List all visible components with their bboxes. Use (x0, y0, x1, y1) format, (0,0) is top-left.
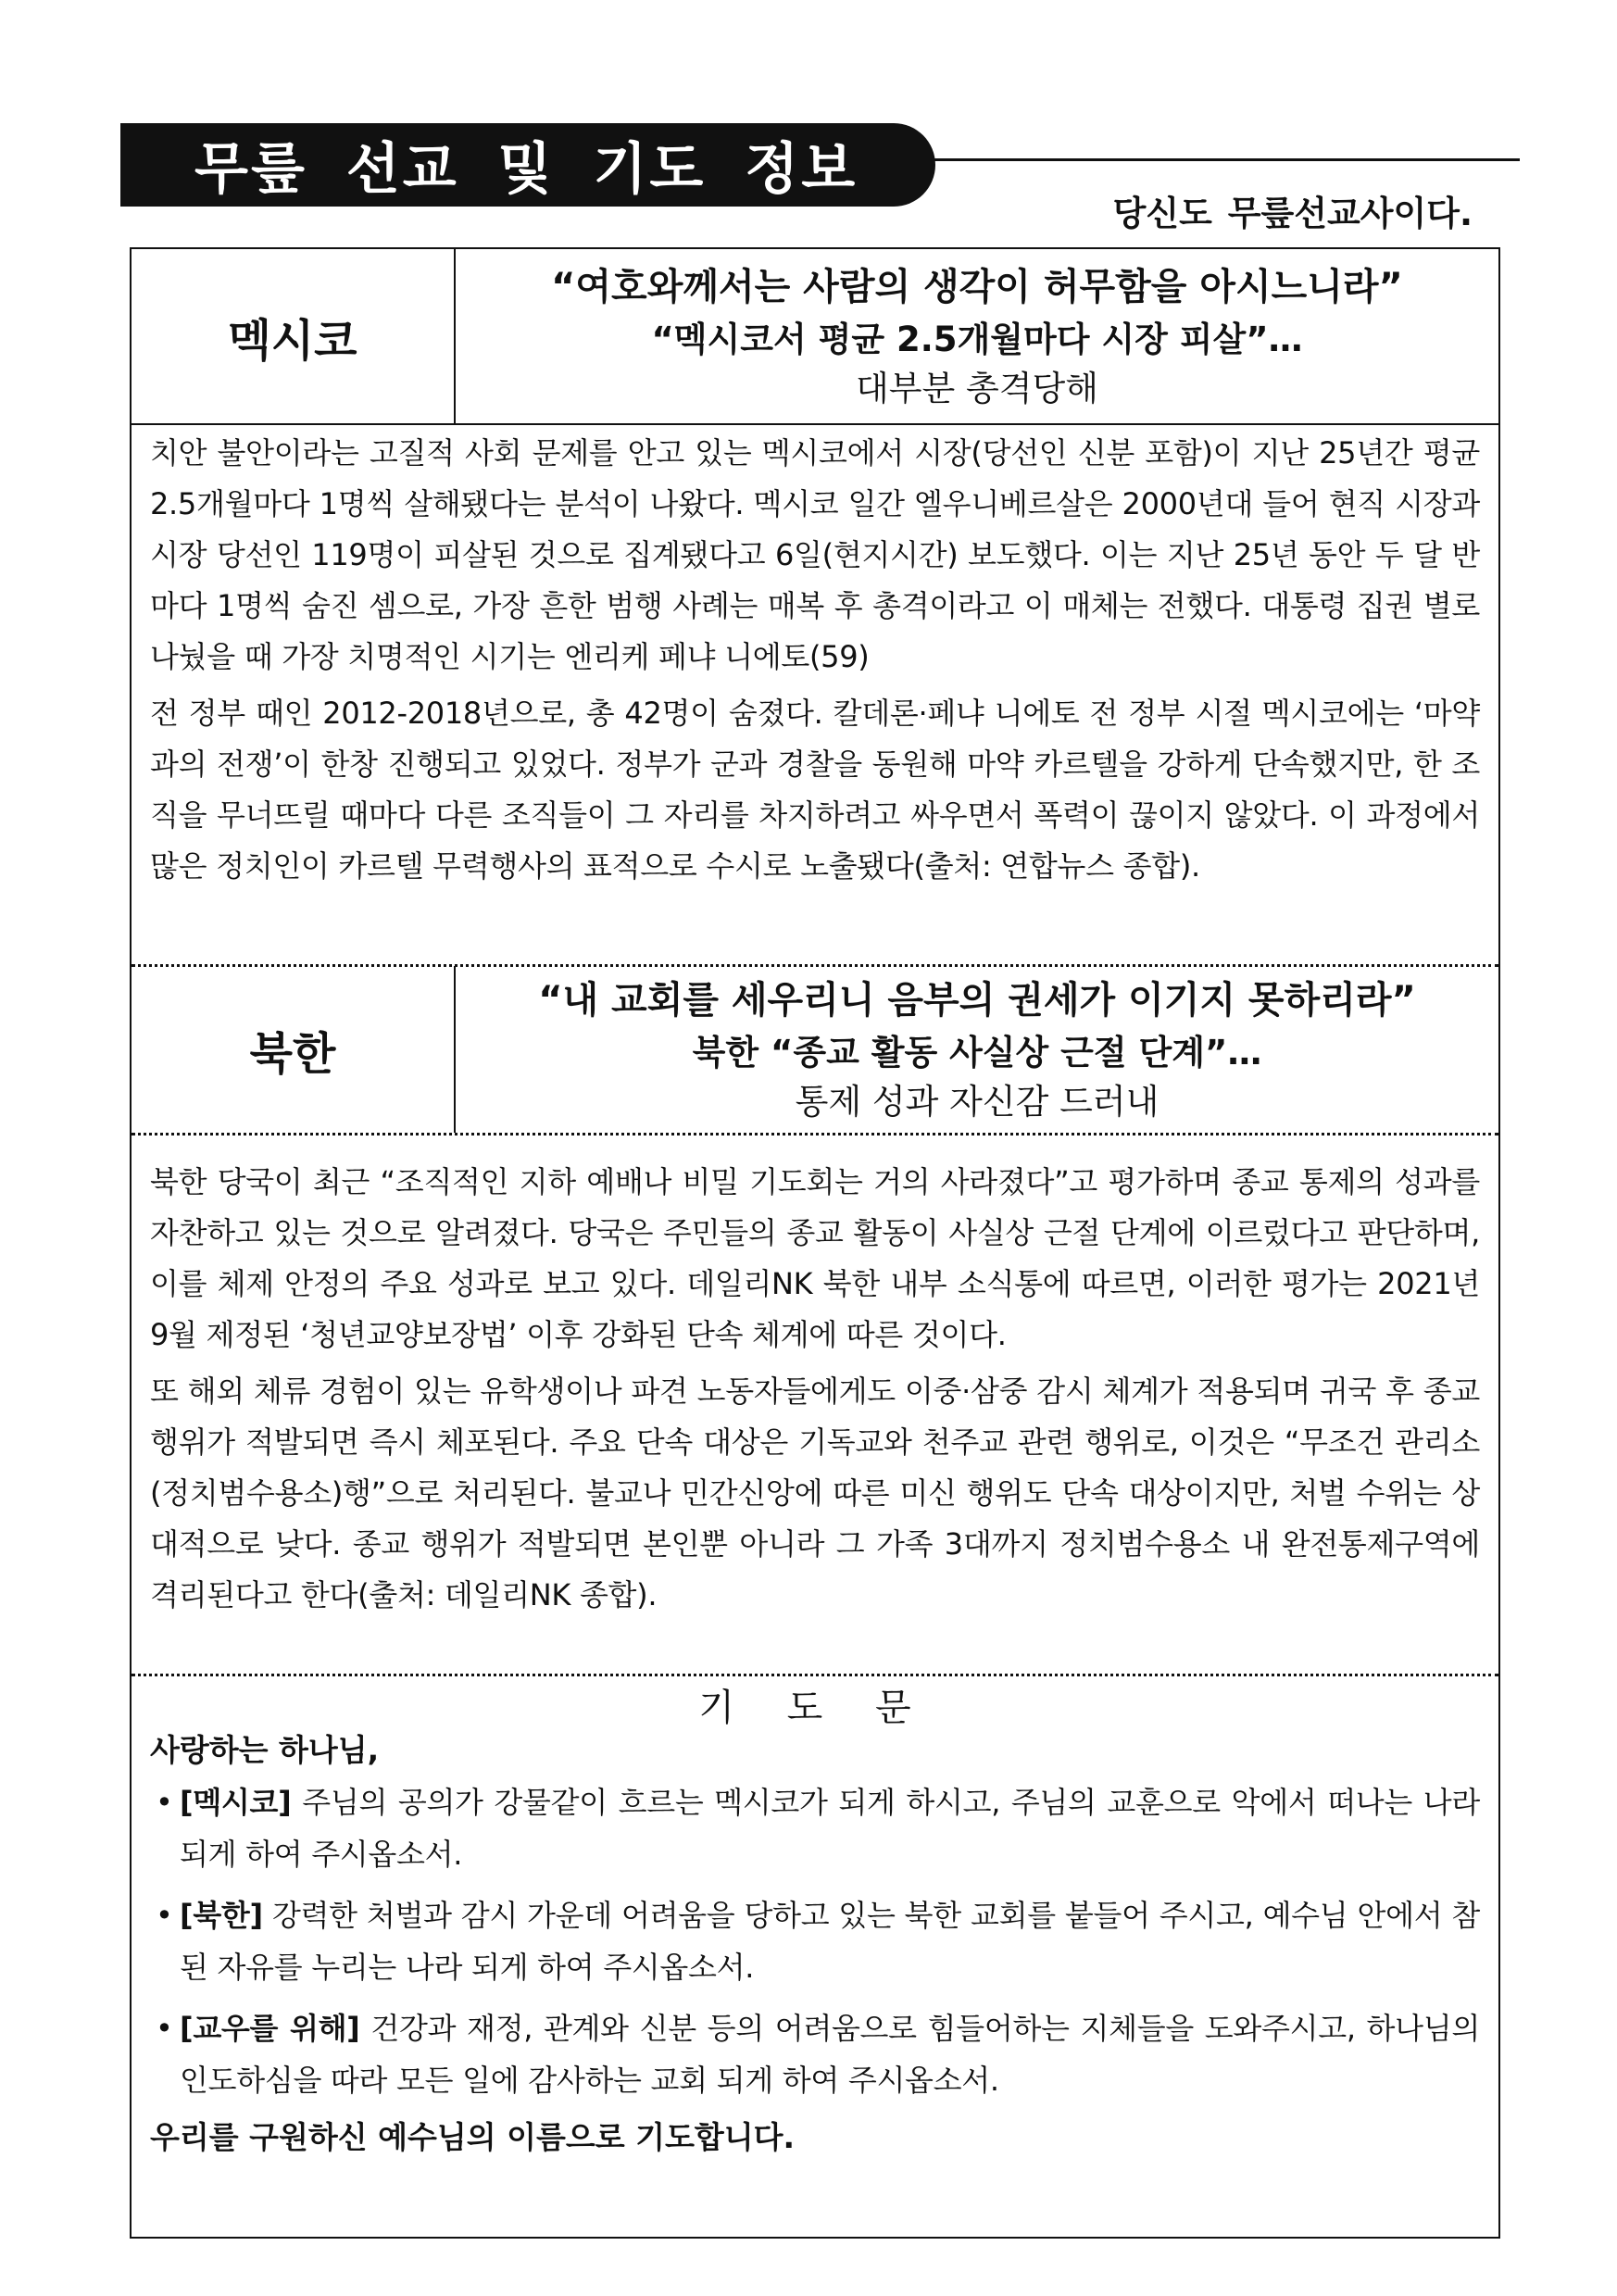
mexico-article (150, 428, 1480, 897)
mexico-country-label: 멕시코 (132, 249, 456, 423)
north-korea-verse: “내 교회를 세우리니 음부의 권세가 이기지 못하리라” (538, 979, 1416, 1022)
prayer-item-north-korea (150, 1889, 1480, 1993)
prayer-item-text: 주님의 공의가 강물같이 흐르는 멕시코가 되게 하시고, 주님의 교훈으로 악에서 떠나는 나라 되게 하여 주시옵소서. (180, 1785, 1480, 1872)
tagline: 당신도 무릎선교사이다. (1112, 194, 1473, 233)
prayer-item-text: 건강과 재정, 관계와 신분 등의 어려움으로 힘들어하는 지체들을 도와주시고, 하나님의 인도하심을 따라 모든 일에 감사하는 교회 되게 하여 주시옵소서. (180, 2011, 1480, 2098)
mexico-header (132, 249, 1498, 423)
prayer-greeting: 사랑하는 하나님, (150, 1732, 380, 1768)
prayer-closing: 우리를 구원하신 예수님의 이름으로 기도합니다. (150, 2119, 796, 2155)
bullet-marker: • (156, 1785, 173, 1820)
header-banner (120, 123, 935, 207)
prayer-item-tag: [멕시코] (180, 1785, 292, 1820)
content-frame (130, 247, 1500, 2239)
north-korea-header (132, 966, 1498, 1133)
prayer-section (150, 1725, 1480, 2164)
prayer-divider-dotted (132, 1674, 1498, 1676)
bullet-marker: • (156, 2011, 173, 2046)
mexico-verse: “여호와께서는 사람의 생각이 허무함을 아시느니라” (551, 266, 1403, 308)
prayer-item-congregation (150, 2002, 1480, 2106)
mexico-titles (456, 249, 1498, 423)
mexico-subline: 대부분 총격당해 (856, 369, 1098, 408)
prayer-list (150, 1776, 1480, 2106)
mexico-paragraph-1: 치안 불안이라는 고질적 사회 문제를 안고 있는 멕시코에서 시장(당선인 신분 포함)이 지난 25년간 평균 2.5개월마다 1명씩 살해됐다는 분석이 나왔다. 멕시코 일간 엘우니베르살은 2000년대 들어 현직 시장과 시장 당선인 119명이 피살된 것으로 집계됐다고 6일(현지시간) 보도했다. 이는 지난 25년 동안 두 달 반마다 1명씩 숨진 셈으로, 가장 흔한 범행 사례는 매복 후 총격이라고 이 매체는 전했다. 대통령 집권 별로 나눴을 때 가장 치명적인 시기는 엔리케 페냐 니에토(59) (150, 435, 1480, 674)
north-korea-paragraph-2: 또 해외 체류 경험이 있는 유학생이나 파견 노동자들에게도 이중·삼중 감시 체계가 적용되며 귀국 후 종교 행위가 적발되면 즉시 체포된다. 주요 단속 대상은 기독교와 천주교 관련 행위로, 이것은 “무조건 관리소(정치범수용소)행”으로 처리된다. 불교나 민간신앙에 따른 미신 행위도 단속 대상이지만, 처벌 수위는 상대적으로 낮다. 종교 행위가 적발되면 본인뿐 아니라 그 가족 3대까지 정치범수용소 내 완전통제구역에 격리된다고 한다(출처: 데일리NK 종합). (150, 1374, 1480, 1612)
bullet-marker: • (156, 1898, 173, 1933)
north-korea-subline: 통제 성과 자신감 드러내 (795, 1082, 1159, 1122)
mexico-header-divider (132, 423, 1498, 425)
north-korea-paragraph-1: 북한 당국이 최근 “조직적인 지하 예배나 비밀 기도회는 거의 사라졌다”고 평가하며 종교 통제의 성과를 자찬하고 있는 것으로 알려졌다. 당국은 주민들의 종교 활동이 사실상 근절 단계에 이르렀다고 판단하며, 이를 체제 안정의 주요 성과로 보고 있다. 데일리NK 북한 내부 소식통에 따르면, 이러한 평가는 2021년 9월 제정된 ‘청년교양보장법’ 이후 강화된 단속 체계에 따른 것이다. (150, 1164, 1481, 1352)
north-korea-article (150, 1157, 1480, 1626)
prayer-item-text: 강력한 처벌과 감시 가운데 어려움을 당하고 있는 북한 교회를 붙들어 주시고, 예수님 안에서 참된 자유를 누리는 나라 되게 하여 주시옵소서. (180, 1898, 1480, 1985)
prayer-item-mexico (150, 1776, 1480, 1880)
prayer-title: 기 도 문 (698, 1687, 932, 1729)
mexico-paragraph-2: 전 정부 때인 2012-2018년으로, 총 42명이 숨졌다. 칼데론·페냐 니에토 전 정부 시절 멕시코에는 ‘마약과의 전쟁’이 한창 진행되고 있었다. 정부가 군과 경찰을 동원해 마약 카르텔을 강하게 단속했지만, 한 조직을 무너뜨릴 때마다 다른 조직들이 그 자리를 차지하려고 싸우면서 폭력이 끊이지 않았다. 이 과정에서 많은 정치인이 카르텔 무력행사의 표적으로 수시로 노출됐다(출처: 연합뉴스 종합). (150, 696, 1480, 884)
page-title: 무릎 선교 및 기도 정보 (194, 137, 859, 202)
north-korea-header-divider (132, 1133, 1498, 1135)
mexico-headline: “멕시코서 평균 2.5개월마다 시장 피살”… (651, 320, 1303, 359)
north-korea-headline: 북한 “종교 활동 사실상 근절 단계”… (692, 1033, 1262, 1073)
prayer-item-tag: [교우를 위해] (180, 2011, 360, 2046)
north-korea-country-label: 북한 (132, 966, 456, 1133)
north-korea-titles (456, 966, 1498, 1133)
prayer-item-tag: [북한] (180, 1898, 263, 1933)
header-rule (931, 158, 1520, 161)
